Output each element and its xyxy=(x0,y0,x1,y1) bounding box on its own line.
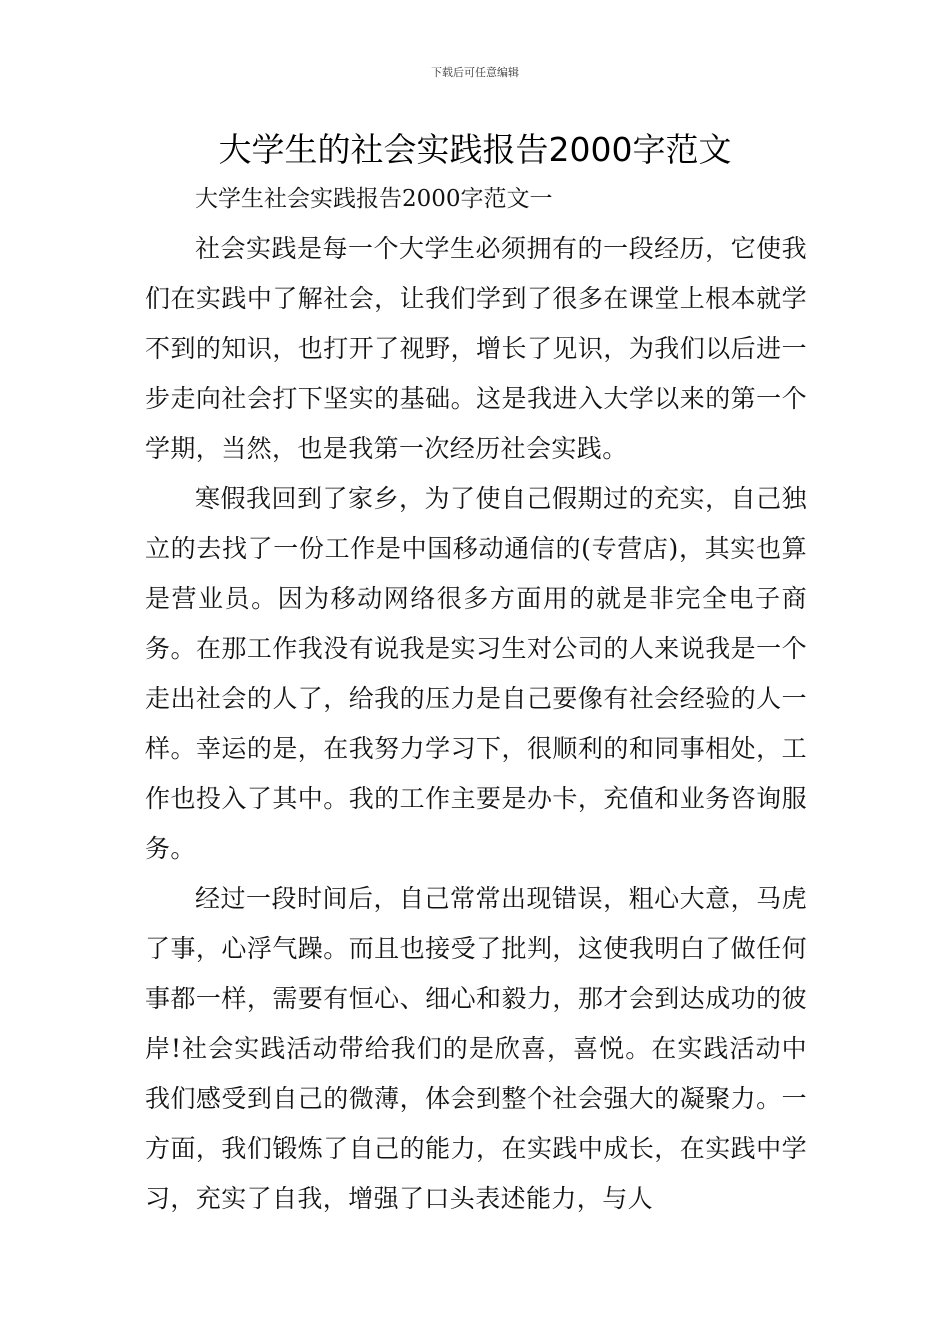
paragraph-1: 社会实践是每一个大学生必须拥有的一段经历，它使我们在实践中了解社会，让我们学到了很多在课堂上根本就学不到的知识，也打开了视野，增长了见识，为我们以后进一步走向社会打下坚实的基础。这是我进入大学以来的第一个学期，当然，也是我第一次经历社会实践。 xyxy=(145,234,807,463)
paragraph-3: 经过一段时间后，自己常常出现错误，粗心大意，马虎了事，心浮气躁。而且也接受了批判，这使我明白了做任何事都一样，需要有恒心、细心和毅力，那才会到达成功的彼岸!社会实践活动带给我们的是欣喜，喜悦。在实践活动中我们感受到自己的微薄，体会到整个社会强大的凝聚力。一方面，我们锻炼了自己的能力，在实践中成长，在实践中学习，充实了自我，增强了口头表述能力，与人 xyxy=(145,884,807,1213)
paragraph-2: 寒假我回到了家乡，为了使自己假期过的充实，自己独立的去找了一份工作是中国移动通信的(专营店)，其实也算是营业员。因为移动网络很多方面用的就是非完全电子商务。在那工作我没有说我是实习生对公司的人来说我是一个走出社会的人了，给我的压力是自己要像有社会经验的人一样。幸运的是，在我努力学习下，很顺利的和同事相处，工作也投入了其中。我的工作主要是办卡，充值和业务咨询服务。 xyxy=(145,484,807,863)
header-note: 下载后可任意编辑 xyxy=(431,66,519,79)
document-subtitle: 大学生社会实践报告2000字范文一 xyxy=(195,186,553,212)
document-title: 大学生的社会实践报告2000字范文 xyxy=(218,130,732,169)
document-body xyxy=(145,224,807,1224)
